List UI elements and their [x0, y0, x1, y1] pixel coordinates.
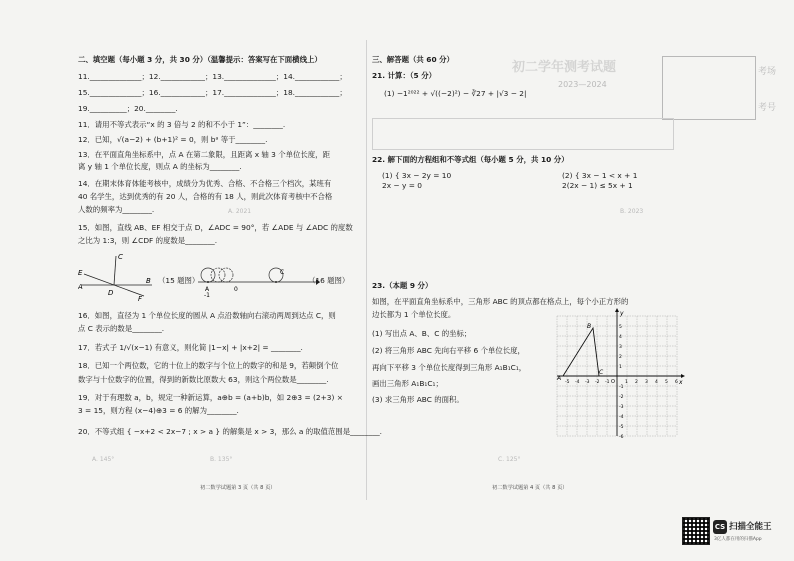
x-tick-label: -1 — [605, 380, 610, 385]
ghost-side-mark: 考场 — [758, 67, 777, 77]
y-tick-label: -4 — [619, 415, 624, 420]
question-11: 11．请用不等式表示“x 的 3 倍与 2 的和不小于 1”：________. — [78, 120, 286, 129]
rolling-circle — [211, 268, 225, 282]
watermark-subtitle: 3亿人都在用的扫描App — [714, 537, 762, 542]
question-23-line: (2) 将三角形 ABC 先向右平移 6 个单位长度， — [372, 346, 525, 355]
question-18-line: 数字与十位数字的位置，得到的新数比原数大 63，则这个两位数是________. — [78, 375, 329, 384]
section-title-fill: 二、填空题（每小题 3 分，共 30 分）（温馨提示：答案写在下面横线上） — [78, 55, 322, 64]
y-tick-label: -3 — [619, 405, 624, 410]
fig15-point-label: B — [146, 277, 151, 285]
fig15-point-label: E — [78, 269, 83, 277]
coordinate-grid — [555, 308, 685, 438]
figure-15-caption: （15 题图） — [158, 276, 200, 285]
system-2-line: (2) { 3x − 1 < x + 1 — [562, 171, 638, 180]
question-19-line: 19．对于有理数 a，b，规定一种新运算，a⊕b = (a+b)b，如 2⊕3 = (2+3) × — [78, 393, 343, 402]
ghost-title: 初二学年测考试题 — [512, 60, 617, 75]
ghost-side-mark: 考号 — [758, 103, 777, 113]
page-footer-right: 初二数学试题第 4 页（共 8 页） — [492, 485, 568, 491]
question-23-line: 如图，在平面直角坐标系中，三角形 ABC 的顶点都在格点上，每个小正方形的 — [372, 297, 629, 306]
ghost-number: C. 125° — [498, 456, 521, 463]
question-22-title: 22. 解下面的方程组和不等式组（每小题 5 分，共 10 分） — [372, 155, 569, 164]
fig15-point-label: F — [138, 295, 143, 302]
fig16-tick-label: C — [280, 269, 285, 276]
fig16-tick-label: A — [205, 286, 210, 293]
question-14-line: 14．在期末体育体能考核中，成绩分为优秀、合格、不合格三个档次，某班有 — [78, 179, 332, 188]
question-19-line: 3 = 15，则方程 (x−4)⊕3 = 6 的解为________. — [78, 406, 239, 415]
figure-16-number-line — [196, 262, 320, 298]
point-a — [207, 281, 209, 283]
question-23-line: (1) 写出点 A、B、C 的坐标； — [372, 329, 472, 338]
figure-16-caption: （16 题图） — [308, 276, 350, 285]
y-tick-label: 3 — [619, 345, 622, 350]
ghost-number: A. 145° — [92, 456, 115, 463]
qr-code-icon — [682, 517, 710, 545]
question-16-line: 16．如图，直径为 1 个单位长度的圆从 A 点沿数轴向右滚动两周到达点 C，则 — [78, 311, 336, 320]
point-label: A — [557, 375, 562, 382]
question-21-title: 21. 计算：（5 分） — [372, 71, 437, 80]
y-tick-label: -5 — [619, 425, 624, 430]
question-21-expression: (1) −1²⁰²² + √((−2)²) − ∛27 + |√3 − 2| — [384, 89, 527, 98]
x-tick-label: 3 — [645, 380, 648, 385]
ghost-table — [372, 118, 674, 150]
axis-label-x: x — [679, 379, 683, 386]
question-15-line: 之比为 1:3，则 ∠CDF 的度数是________. — [78, 236, 218, 245]
camscanner-logo-icon: CS — [713, 520, 727, 534]
ghost-number: A. 2021 — [228, 208, 252, 215]
y-tick-label: 4 — [619, 335, 622, 340]
question-13-line: 13．在平面直角坐标系中，点 A 在第二象限，且距离 x 轴 3 个单位长度，距 — [78, 150, 330, 159]
point-label: C — [599, 369, 604, 376]
y-tick-label: 5 — [619, 325, 622, 330]
answer-blank-row: 11.______________；12.____________；13.______________；14.____________； — [78, 72, 347, 81]
page-footer-left: 初二数学试题第 3 页（共 8 页） — [200, 485, 276, 491]
x-tick-label: 2 — [635, 380, 638, 385]
question-16-line: 点 C 表示的数是________. — [78, 324, 165, 333]
ghost-number: B. 135° — [210, 456, 233, 463]
x-axis-arrow-icon — [681, 374, 685, 378]
question-23-line: 再向下平移 3 个单位长度得到三角形 A₁B₁C₁， — [372, 363, 527, 372]
system-1-line: (1) { 3x − 2y = 10 — [382, 171, 452, 180]
x-tick-label: -4 — [575, 380, 580, 385]
answer-blank-row: 15.______________；16.____________；17.______________；18.____________； — [78, 88, 347, 97]
axis-label-y: y — [620, 310, 624, 317]
point-label: B — [587, 323, 592, 330]
x-tick-label: 6 — [675, 380, 678, 385]
question-23-line: 画出三角形 A₁B₁C₁； — [372, 379, 443, 388]
question-17: 17．若式子 1/√(x−1) 有意义，则化简 |1−x| + |x+2| = ________. — [78, 343, 303, 352]
ghost-year: 2023—2024 — [558, 80, 607, 89]
y-tick-label: -1 — [619, 385, 624, 390]
answer-blank-row: 19.__________；20.________. — [78, 104, 178, 113]
point-c — [275, 281, 277, 283]
x-tick-label: -5 — [565, 380, 570, 385]
y-axis-arrow-icon — [615, 308, 619, 312]
question-14-line: 40 名学生，达到优秀的有 20 人，合格的有 18 人，则此次体育考核中不合格 — [78, 192, 333, 201]
question-15-line: 15．如图，直线 AB、EF 相交于点 D，∠ADC = 90°，若 ∠ADE 与 ∠ADC 的度数 — [78, 223, 353, 232]
y-tick-label: -2 — [619, 395, 624, 400]
figure-15-lines — [78, 250, 154, 302]
question-23-line: (3) 求三角形 ABC 的面积。 — [372, 395, 464, 404]
y-tick-labels — [619, 324, 624, 438]
x-tick-label: 5 — [665, 380, 668, 385]
question-18-line: 18．已知一个两位数，它的十位上的数字与个位上的数字的和是 9，若颠倒个位 — [78, 361, 339, 370]
question-23-title: 23.（本题 9 分） — [372, 281, 433, 290]
fig16-tick-label: -1 — [204, 292, 210, 298]
system-2-line: 2(2x − 1) ≤ 5x + 1 — [562, 181, 633, 190]
watermark-brand: 扫描全能王 — [729, 522, 772, 532]
question-14-line: 人数的频率为________. — [78, 205, 155, 214]
x-tick-label: -3 — [585, 380, 590, 385]
system-1-line: 2x − y = 0 — [382, 181, 422, 190]
ghost-number: B. 2023 — [620, 208, 644, 215]
fig15-point-label: D — [108, 289, 114, 297]
x-tick-label: -2 — [595, 380, 600, 385]
fig15-point-label: C — [118, 253, 123, 261]
triangle-abc — [563, 328, 599, 376]
question-20: 20．不等式组 { −x+2 < 2x−7 ; x > a } 的解集是 x > 3，那么 a 的取值范围是________. — [78, 427, 382, 436]
fig15-point-label: A — [78, 283, 83, 291]
section-title-answer: 三、解答题（共 60 分） — [372, 55, 454, 64]
ghost-score-box — [662, 56, 756, 120]
question-23-line: 边长都为 1 个单位长度。 — [372, 310, 456, 319]
y-tick-label: 1 — [619, 365, 622, 370]
rolling-circle — [219, 268, 233, 282]
x-tick-label: 1 — [625, 380, 628, 385]
y-tick-label: -6 — [619, 435, 624, 438]
y-tick-label: 2 — [619, 355, 622, 360]
fig16-tick-label: 0 — [234, 286, 238, 293]
question-13-line: 离 y 轴 1 个单位长度，则点 A 的坐标为________. — [78, 162, 242, 171]
question-12: 12．已知，√(a−2) + (b+1)² = 0，则 bᵃ 等于________. — [78, 135, 268, 144]
x-tick-label: 4 — [655, 380, 658, 385]
ray-dc — [114, 256, 116, 285]
origin-label: O — [611, 379, 615, 385]
